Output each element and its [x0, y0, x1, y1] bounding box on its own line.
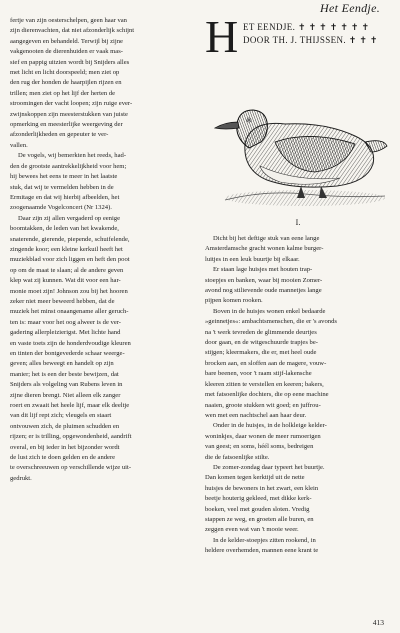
text-line: luitjes in een leuk buurtje bij elkaar. [205, 255, 300, 263]
text-line: »geinnetjes«: ambachtsmenschen, die er 's avonds [205, 318, 337, 326]
text-line: woninkjes, daar wonen de meer rumoerigen [205, 432, 321, 440]
article-byline: DOOR TH. J. THIJSSEN. ✝ ✝ ✝ [243, 35, 378, 45]
text-line: aangegeven en behandeld. Terwijl bij zijne [10, 37, 123, 45]
text-line: zwijnskoppen zijn meesterstukken van juiste [10, 110, 128, 118]
left-paragraph-2 [10, 151, 194, 213]
text-line: snaterende, gierende, piepende, schuifelende, [10, 235, 130, 243]
text-line: overal, en bij ieder in het bijzonder wordt [10, 443, 120, 451]
left-paragraph-1 [10, 16, 194, 151]
text-line: Dan komen tegen kerktijd uit de nette [205, 474, 305, 482]
text-line: na 't werk tevreden de glimmende deurtjes [205, 328, 317, 336]
text-line: Er staan lage huisjes met houten trap- [213, 266, 313, 274]
text-line: De zomer-zondag daar typeert het buurtje. [213, 463, 325, 471]
left-paragraph-3 [10, 214, 194, 485]
section-number: I. [295, 218, 301, 227]
text-line: huisjes de bewoners in het zwart, een klein [205, 484, 319, 492]
text-line: vallen. [10, 141, 28, 149]
drop-cap: H [205, 11, 239, 62]
text-line: stoepjes en banken, waar bij mooien Zomer- [205, 276, 323, 284]
left-column [10, 16, 194, 484]
text-line: beetje houterig gekleed, met dikke kerk- [205, 495, 312, 503]
text-line: afzonderlijkheden en gepeuter te ver- [10, 131, 109, 139]
text-line: gadering allerpleizierigst. Met lichte hand [10, 329, 121, 337]
text-line: boomtakken, de leden van het kwakende, [10, 225, 119, 233]
text-line: fertje van zijn oesterschelpen, geen haar van [10, 17, 127, 24]
page-number: 413 [372, 618, 384, 627]
text-line: Ermitage en dat wij hierbij afbeelden, het [10, 193, 120, 201]
running-header-title: Het Eendje. [320, 1, 380, 15]
text-line: Dicht bij het deftige stuk van eene lange [213, 235, 320, 242]
text-line: zeggen even wat van 't mooie weer. [205, 526, 299, 534]
article-paragraph-4 [205, 421, 391, 463]
text-line: wen met een nachtschel aan haar deur. [205, 411, 307, 419]
text-line: zoogenaamde Vogelconcert (Nr 1324). [10, 204, 112, 212]
text-line: den de grootste aantrekkelijkheid voor hem; [10, 162, 127, 170]
text-line: roert en zwaait het heele lijf, maar elk deeltje [10, 402, 130, 410]
text-line: heldere overhemden, mannen eene krant te [205, 547, 319, 555]
text-line: en vaste toets zijn de honderdvoudige kleuren [10, 339, 131, 347]
text-line: opmerking en meesterlijke weergeving der [10, 121, 123, 129]
text-line: sief en pappig uitzien wordt bij Snijders alles [10, 58, 130, 66]
text-line: Onder in de huisjes, in de holkleige kelder- [213, 422, 327, 430]
text-line: zijn dierenvachten, dat niet afzonderlijk schijnt [10, 27, 135, 35]
text-line: Amsterdamsche gracht wonen kalme burger- [205, 245, 324, 253]
text-line: ten is: maar voor het oog alweer is de ver- [10, 318, 122, 326]
text-line: Daar zijn zij allen vergaderd op eenige [18, 214, 121, 222]
text-line: stroomingen der vacht loopen; zijn ruige ever- [10, 100, 133, 108]
article-paragraph-3 [205, 307, 391, 421]
text-line: ontvouwen zich, de pluimen schudden en [10, 422, 120, 430]
text-line: monie moet zijn! Johnson zou bij het hooren [10, 287, 128, 295]
text-line: muziekblad voor zich liggen en heft den poot [10, 256, 130, 264]
text-line: zingende koor; een kleine kerkuil heeft het [10, 245, 123, 253]
text-line: den rug der honden de haarpijlen rijzen en [10, 79, 122, 87]
text-line: door gaan, en de witgeschuurde trapjes be- [205, 339, 318, 347]
text-line: en tinten der bontgevederde schaar weerge- [10, 350, 125, 357]
text-line: van geest; en soms, héél soms, bedreigen [205, 443, 314, 451]
text-line: die de fatsoenlijke stilte. [205, 453, 270, 461]
text-line: kleeren zitten te verstellen en keeren; bakers, [205, 380, 324, 388]
text-line: vakgenooten de dierenhuiden er vaak mas- [10, 48, 123, 56]
text-line: gedrukt. [10, 474, 32, 482]
text-line: met fatsoenlijke dochters, die op eene machine [205, 391, 329, 399]
text-line: In de kelder-stoepjes zitten rookend, in [213, 536, 316, 544]
text-line: bare beenen, voor 't raam stijf-lakensche [205, 370, 312, 378]
text-line: stijgen; kleermakers, die er, met heel oude [205, 349, 317, 357]
text-line: zeker niet meer beweerd hebben, dat de [10, 297, 115, 305]
text-line: geven; alles beweegt en handelt op zijn [10, 360, 114, 368]
text-line: Boven in de huisjes wonen enkel bedaarde [213, 307, 326, 315]
text-line: op om de maat te slaan; al de andere geven [10, 266, 124, 274]
article-paragraph-5 [205, 463, 391, 536]
duck-icon [205, 72, 391, 212]
text-line: stuk, dat wij te vermelden hebben in de [10, 183, 114, 191]
text-line: naaien, groote stukken wit goed; en juffrou- [205, 401, 321, 409]
text-line: hij bewees het eens te meer in het laatste [10, 173, 118, 181]
running-header [0, 0, 400, 16]
article-paragraph-6 [205, 536, 391, 557]
article-header [205, 11, 391, 68]
article-paragraph-1 [205, 234, 391, 265]
text-line: De vogels, wij bemerkten het reeds, had- [18, 152, 127, 160]
text-line: zijne dieren brengt. Niet alleen elk zanger [10, 391, 121, 399]
text-line: manier; het is een der beste bewijzen, dat [10, 370, 119, 378]
text-line: klep wat zij kunnen. Wat dit voor een har- [10, 277, 121, 285]
text-line: muziek het minst onaangename aller geruch- [10, 308, 129, 316]
text-line: trillen; men ziet op het lijf der herten de [10, 89, 116, 97]
text-line: rijzen; er is trilling, opgewondenheid, aandrift [10, 433, 132, 441]
text-line: van dit lijf rept zich; vleugels en staart [10, 412, 112, 420]
text-line: boeken, veel met gouden sloten. Vredig [205, 505, 310, 513]
text-line: brocken aan, en sloffen aan de magere, vouw- [205, 359, 327, 367]
text-line: pijpen komen rooken. [205, 297, 263, 305]
text-line: te overschreeuwen op verschillende wijze uit- [10, 464, 132, 472]
article-paragraph-2 [205, 265, 391, 307]
right-column [205, 11, 391, 557]
article-title: ET EENDJE. ✝ ✝ ✝ ✝ ✝ ✝ ✝ [243, 22, 370, 32]
text-line: avond nog stilievende oude mannetjes lange [205, 287, 322, 295]
text-line: stappen ze weg, en groeten alle buren, en [205, 515, 314, 523]
text-line: met licht en licht doorspeeld; men ziet op [10, 69, 120, 77]
text-line: de lust zich te doen gelden en de andere [10, 454, 116, 462]
duck-illustration [205, 72, 391, 212]
text-line: Snijders als volgeling van Rubens leven in [10, 381, 123, 389]
